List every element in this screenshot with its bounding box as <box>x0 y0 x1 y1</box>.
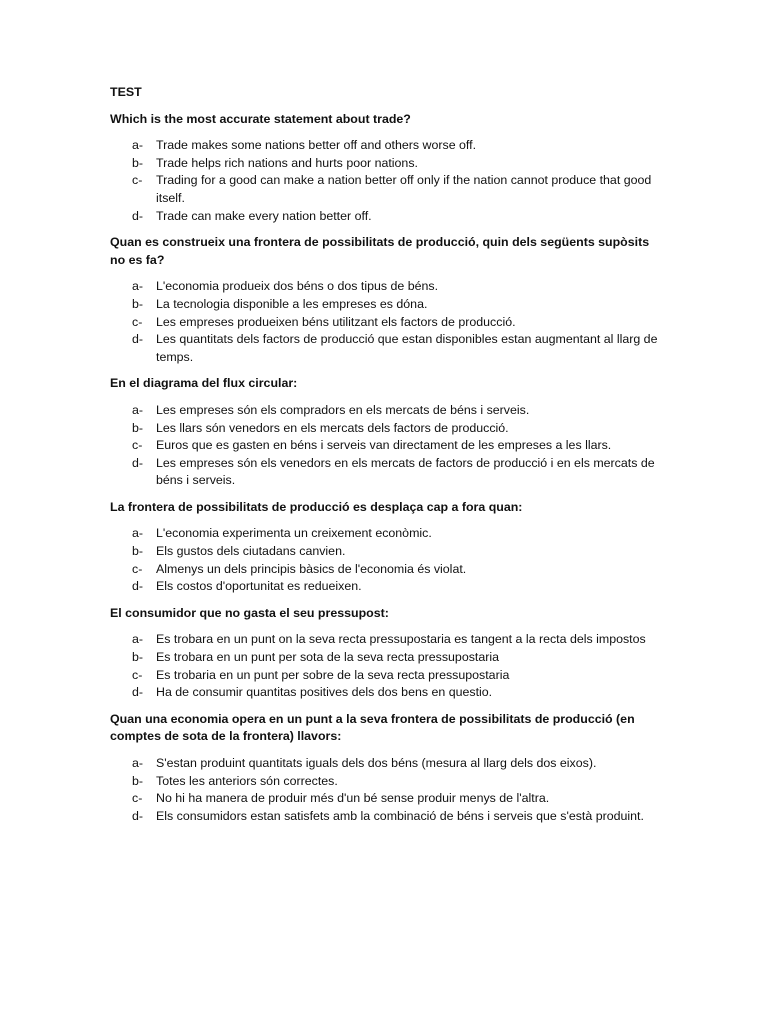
question-text: Quan una economia opera en un punt a la seva frontera de possibilitats de producció (en comptes de sota de la frontera) llavors: <box>110 711 635 744</box>
option-letter: b- <box>132 296 144 311</box>
option-text: Les quantitats dels factors de producció que estan disponibles estan augmentant al llarg de temps. <box>156 332 658 364</box>
option-letter: d- <box>132 332 144 347</box>
option-text: Les llars són venedors en els mercats dels factors de producció. <box>156 420 509 435</box>
question-text: En el diagrama del flux circular: <box>110 376 298 391</box>
option-letter: a- <box>132 138 144 153</box>
option-letter: d- <box>132 208 144 223</box>
option-d <box>110 684 658 702</box>
options-list <box>110 631 658 701</box>
option-letter: a- <box>132 526 144 541</box>
option-d <box>110 808 658 826</box>
option-c <box>110 561 658 579</box>
option-letter: c- <box>132 791 143 806</box>
option-letter: a- <box>132 756 144 770</box>
question-text: Quan es construeix una frontera de possibilitats de producció, quin dels següents supòsits no es fa? <box>110 235 650 267</box>
option-letter: c- <box>132 173 143 188</box>
option-letter: d- <box>132 455 144 470</box>
option-text: Trade can make every nation better off. <box>156 208 372 223</box>
option-letter: d- <box>132 685 144 700</box>
option-letter: c- <box>132 561 143 576</box>
option-c <box>110 314 658 332</box>
option-letter: a- <box>132 402 144 417</box>
option-d <box>110 208 658 226</box>
option-text: Els costos d'oportunitat es redueixen. <box>156 579 362 594</box>
question-text: La frontera de possibilitats de producció es desplaça cap a fora quan: <box>110 499 523 514</box>
option-text: Es trobaria en un punt per sobre de la seva recta pressupostaria <box>156 667 510 682</box>
option-letter: b- <box>132 544 144 559</box>
option-letter: c- <box>132 314 143 329</box>
option-letter: d- <box>132 808 144 823</box>
option-letter: c- <box>132 667 143 682</box>
question-text: Which is the most accurate statement about trade? <box>110 111 411 126</box>
option-text: Almenys un dels principis bàsics de l'economia és violat. <box>156 561 467 576</box>
option-c <box>110 437 658 455</box>
option-text: L'economia experimenta un creixement econòmic. <box>156 526 432 541</box>
option-letter: b- <box>132 420 144 435</box>
option-text: Trading for a good can make a nation better off only if the nation cannot produce that good itself. <box>156 173 652 205</box>
option-a <box>110 631 658 649</box>
option-text: Els consumidors estan satisfets amb la combinació de béns i serveis que s'està produint. <box>156 808 644 823</box>
option-text: Trade makes some nations better off and others worse off. <box>156 138 477 153</box>
options-list <box>110 402 658 490</box>
options-list <box>110 525 658 595</box>
option-b <box>110 649 658 667</box>
option-b <box>110 543 658 561</box>
option-b <box>110 155 658 173</box>
option-letter: b- <box>132 155 144 170</box>
option-text: Les empreses són els venedors en els mercats de factors de producció i en els mercats de béns i serveis. <box>156 455 655 488</box>
options-list <box>110 278 658 366</box>
option-letter: c- <box>132 438 143 453</box>
option-d <box>110 578 658 596</box>
document-title: TEST <box>110 85 142 99</box>
option-d <box>110 331 658 366</box>
option-c <box>110 790 658 808</box>
option-letter: a- <box>132 279 144 294</box>
option-a <box>110 278 658 296</box>
option-text: Les empreses són els compradors en els mercats de béns i serveis. <box>156 402 530 417</box>
option-text: La tecnologia disponible a les empreses es dóna. <box>156 296 428 311</box>
option-letter: b- <box>132 773 144 788</box>
option-text: Es trobara en un punt per sota de la seva recta pressupostaria <box>156 650 500 665</box>
option-letter: b- <box>132 650 144 665</box>
option-text: Els gustos dels ciutadans canvien. <box>156 544 346 559</box>
question-3 <box>110 375 658 490</box>
question-5 <box>110 605 658 702</box>
question-1 <box>110 111 658 226</box>
option-d <box>110 455 658 490</box>
question-2 <box>110 234 658 366</box>
option-b <box>110 420 658 438</box>
option-text: S'estan produint quantitats iguals dels dos béns (mesura al llarg dels dos eixos). <box>156 756 597 770</box>
question-6 <box>110 711 658 826</box>
option-text: Es trobara en un punt on la seva recta pressupostaria es tangent a la recta dels impostos <box>156 632 646 647</box>
options-list <box>110 755 658 825</box>
options-list <box>110 137 658 225</box>
option-text: Trade helps rich nations and hurts poor nations. <box>156 155 418 170</box>
option-text: Les empreses produeixen béns utilitzant els factors de producció. <box>156 314 516 329</box>
question-4 <box>110 499 658 596</box>
option-c <box>110 667 658 685</box>
document-page <box>110 84 658 834</box>
option-text: Euros que es gasten en béns i serveis van directament de les empreses a les llars. <box>156 438 612 453</box>
option-text: L'economia produeix dos béns o dos tipus de béns. <box>156 279 439 294</box>
option-c <box>110 172 658 207</box>
option-b <box>110 296 658 314</box>
option-text: No hi ha manera de produir més d'un bé sense produir menys de l'altra. <box>156 791 550 806</box>
option-a <box>110 402 658 420</box>
question-text: El consumidor que no gasta el seu pressupost: <box>110 605 389 620</box>
option-a <box>110 137 658 155</box>
option-letter: d- <box>132 579 144 594</box>
option-letter: a- <box>132 632 144 647</box>
option-a <box>110 525 658 543</box>
option-text: Ha de consumir quantitas positives dels dos bens en questio. <box>156 685 493 700</box>
option-b <box>110 773 658 791</box>
option-text: Totes les anteriors són correctes. <box>156 773 338 788</box>
option-a <box>110 755 658 773</box>
